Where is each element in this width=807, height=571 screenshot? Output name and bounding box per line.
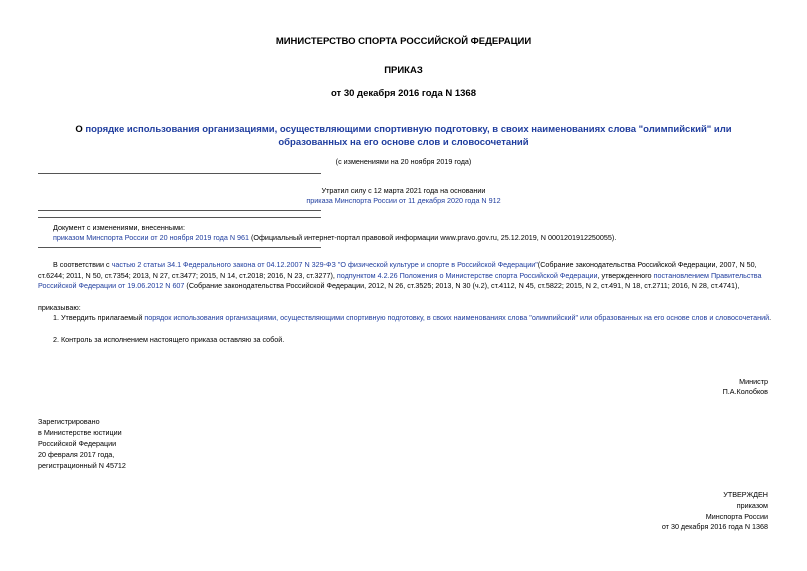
procedure-link[interactable]: порядок использования организациями, осуществляющими спортивную подготовку, в своих наименованиях слова "олимпийский" или образованных на его основе слов и словосочетаний	[144, 313, 770, 322]
basis-text: (Собрание законодательства Российской Федерации, 2007, N 50, ст.6244; 2011, N 50, ст.7354; 2013, N 27, ст.3477; 2015, N 14, ст.2018; 2016, N 23, ст.3277),	[38, 260, 757, 280]
expired-link-wrap	[170, 196, 637, 206]
regulation-subclause-link[interactable]: подпунктом 4.2.26 Положения о Министерстве спорта Российской Федерации	[336, 270, 598, 280]
order-item-1	[53, 313, 771, 323]
registration-line-3: Российской Федерации	[38, 439, 117, 448]
divider	[38, 247, 321, 248]
expired-order-link[interactable]: приказа Минспорта России от 11 декабря 2020 года N 912	[306, 196, 501, 205]
registration-line-5: регистрационный N 45712	[38, 461, 126, 470]
title-prefix: О	[75, 124, 86, 135]
ministry-heading: МИНИСТЕРСТВО СПОРТА РОССИЙСКОЙ ФЕДЕРАЦИИ	[275, 36, 532, 47]
title-link[interactable]: порядке использования организациями, осуществляющими спортивную подготовку, в своих наименованиях слова "олимпийский" или образованных на его основе слов и словосочетаний	[85, 124, 732, 148]
basis-paragraph	[38, 260, 768, 292]
approval-line-2: приказом	[736, 501, 768, 510]
amendments-label: Документ с изменениями, внесенными:	[53, 223, 185, 232]
government-decree-link[interactable]: постановлением Правительства Российской Федерации от 19.06.2012 N 607	[38, 270, 762, 290]
expired-note: Утратил силу с 12 марта 2021 года на основании	[321, 186, 486, 195]
divider	[38, 173, 321, 174]
item-text: 1. Утвердить прилагаемый	[53, 313, 145, 322]
registration-line-2: в Министерстве юстиции	[38, 428, 122, 437]
divider	[38, 210, 321, 211]
signature-position: Министр	[739, 377, 768, 386]
amendments-line	[53, 233, 616, 243]
basis-text: , утвержденного	[597, 270, 654, 280]
signature-name: П.А.Колобков	[722, 387, 768, 396]
basis-text: (Собрание законодательства Российской Федерации, 2012, N 26, ст.3525; 2013, N 30 (ч.2), ст.4112, N 45, ст.5822; 2015, N 2, ст.491, N 18, ст.2711; 2016, N 28, ст.4741),	[184, 281, 740, 290]
approval-line-1: УТВЕРЖДЕН	[723, 490, 768, 499]
order-item-2	[53, 335, 284, 345]
item-text: 2. Контроль за исполнением настоящего приказа оставляю за собой.	[53, 335, 285, 344]
approval-line-3: Минспорта России	[705, 512, 768, 521]
document-title	[40, 123, 767, 149]
doc-type-heading: ПРИКАЗ	[384, 65, 423, 76]
order-word: приказываю:	[38, 303, 81, 312]
amendment-order-link[interactable]: приказом Минспорта России от 20 ноября 2019 года N 961	[53, 233, 250, 242]
divider	[38, 217, 321, 218]
federal-law-link[interactable]: частью 2 статьи 34.1 Федерального закона от 04.12.2007 N 329-ФЗ "О физической культуре и спорте в Российской Федерации"	[111, 260, 538, 269]
registration-line-4: 20 февраля 2017 года,	[38, 450, 115, 459]
basis-text: В соответствии с	[53, 260, 112, 269]
amendment-source: (Официальный интернет-портал правовой информации www.pravo.gov.ru, 25.12.2019, N 0001201912250055).	[249, 233, 617, 242]
amended-note: (с изменениями на 20 ноября 2019 года)	[335, 157, 472, 166]
doc-date: от 30 декабря 2016 года N 1368	[330, 88, 476, 99]
approval-line-4: от 30 декабря 2016 года N 1368	[661, 522, 768, 531]
item-text: .	[769, 313, 772, 322]
registration-line-1: Зарегистрировано	[38, 417, 100, 426]
